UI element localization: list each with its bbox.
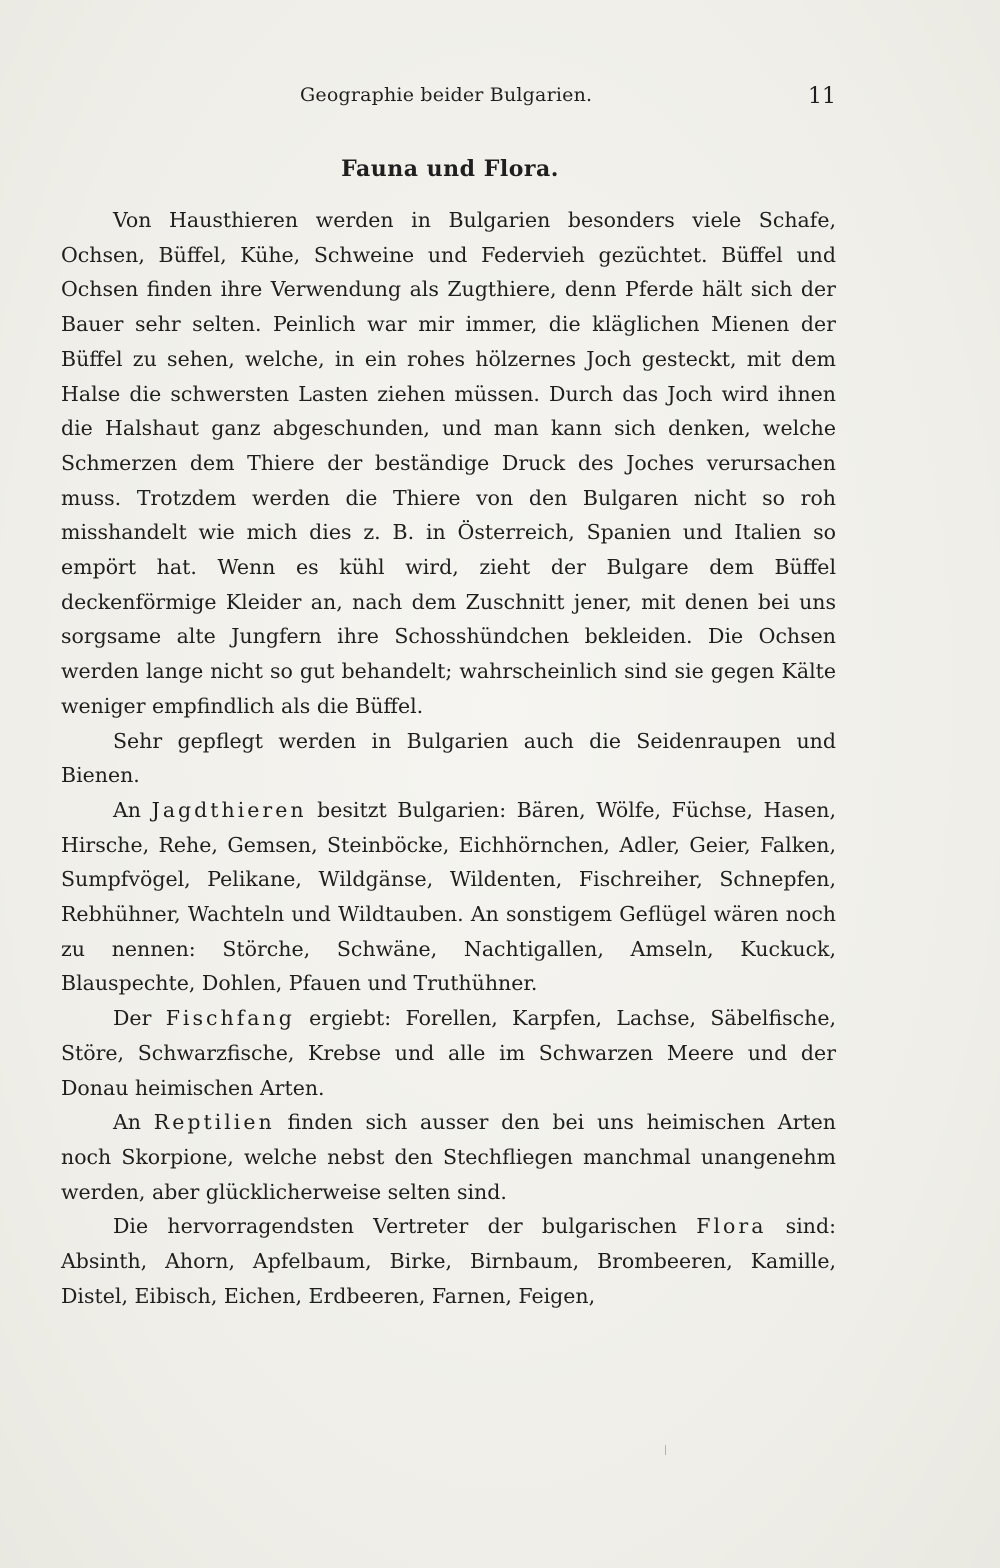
emphasized-term: Jagdthieren xyxy=(151,797,307,822)
paragraph-game-animals xyxy=(61,793,836,1001)
paragraph-text: An xyxy=(113,1110,142,1135)
body-text xyxy=(61,203,836,1314)
paragraph-flora xyxy=(61,1209,836,1313)
paragraph-silkworms: Sehr gepflegt werden in Bulgarien auch die Seidenraupen und Bienen. xyxy=(61,728,836,788)
running-title: Geographie beider Bulgarien. xyxy=(300,84,593,106)
paragraph-text: finden sich ausser den bei uns heimischen Arten noch Skorpione, welche nebst den Stechfliegen manchmal unangenehm werden, aber glücklicherweise selten sind. xyxy=(61,1110,836,1204)
emphasized-term: Reptilien xyxy=(153,1110,275,1135)
paragraph-text: An xyxy=(113,797,142,822)
paragraph-text: Der xyxy=(113,1006,152,1031)
running-head xyxy=(60,84,840,116)
emphasized-term: Fischfang xyxy=(165,1006,295,1031)
paragraph-reptiles xyxy=(61,1105,836,1209)
emphasized-term: Flora xyxy=(696,1214,767,1239)
section-heading: Fauna und Flora. xyxy=(341,156,559,182)
paragraph-text: sind: Absinth, Ahorn, Apfelbaum, Birke, Birnbaum, Brombeeren, Kamille, Distel, Eibisch, Eichen, Erdbeeren, Farnen, Feigen, xyxy=(61,1214,836,1308)
paragraph-fishing xyxy=(61,1001,836,1105)
paragraph-livestock: Von Hausthieren werden in Bulgarien besonders viele Schafe, Ochsen, Büffel, Kühe, Schweine und Federvieh gezüchtet. Büffel und Ochsen finden ihre Verwendung als Zugthiere, denn Pferde hält sich der Bauer sehr selten. Peinlich war mir immer, die kläglichen Mienen der Büffel zu sehen, welche, in ein rohes hölzernes Joch gesteckt, mit dem Halse die schwersten Lasten ziehen müssen. Durch das Joch wird ihnen die Halshaut ganz abgeschunden, und man kann sich denken, welche Schmerzen dem Thiere der beständige Druck des Joches verursachen muss. Trotzdem werden die Thiere von den Bulgaren nicht so roh misshandelt wie mich dies z. B. in Österreich, Spanien und Italien so empört hat. Wenn es kühl wird, zieht der Bulgare dem Büffel deckenförmige Kleider an, nach dem Zuschnitt jener, mit denen bei uns sorgsame alte Jungfern ihre Schosshündchen bekleiden. Die Ochsen werden lange nicht so gut behandelt; wahrscheinlich sind sie gegen Kälte weniger empfindlich als die Büffel. xyxy=(61,208,836,718)
paragraph-text: besitzt Bulgarien: Bären, Wölfe, Füchse, Hasen, Hirsche, Rehe, Gemsen, Steinböcke, Eichhörnchen, Adler, Geier, Falken, Sumpfvögel, Pelikane, Wildgänse, Wildenten, Fischreiher, Schnepfen, Rebhühner, Wachteln und Wildtauben. An sonstigem Geflügel wären noch zu nennen: Störche, Schwäne, Nachtigallen, Amseln, Kuckuck, Blauspechte, Dohlen, Pfauen und Truthühner. xyxy=(61,797,836,996)
paper-speck xyxy=(665,1445,666,1455)
paragraph-text: ergiebt: Forellen, Karpfen, Lachse, Säbelfische, Störe, Schwarzfische, Krebse und alle im Schwarzen Meere und der Donau heimischen Arten. xyxy=(61,1006,836,1100)
paragraph-text: Die hervorragendsten Vertreter der bulgarischen xyxy=(113,1214,678,1239)
page-number: 11 xyxy=(808,84,836,109)
